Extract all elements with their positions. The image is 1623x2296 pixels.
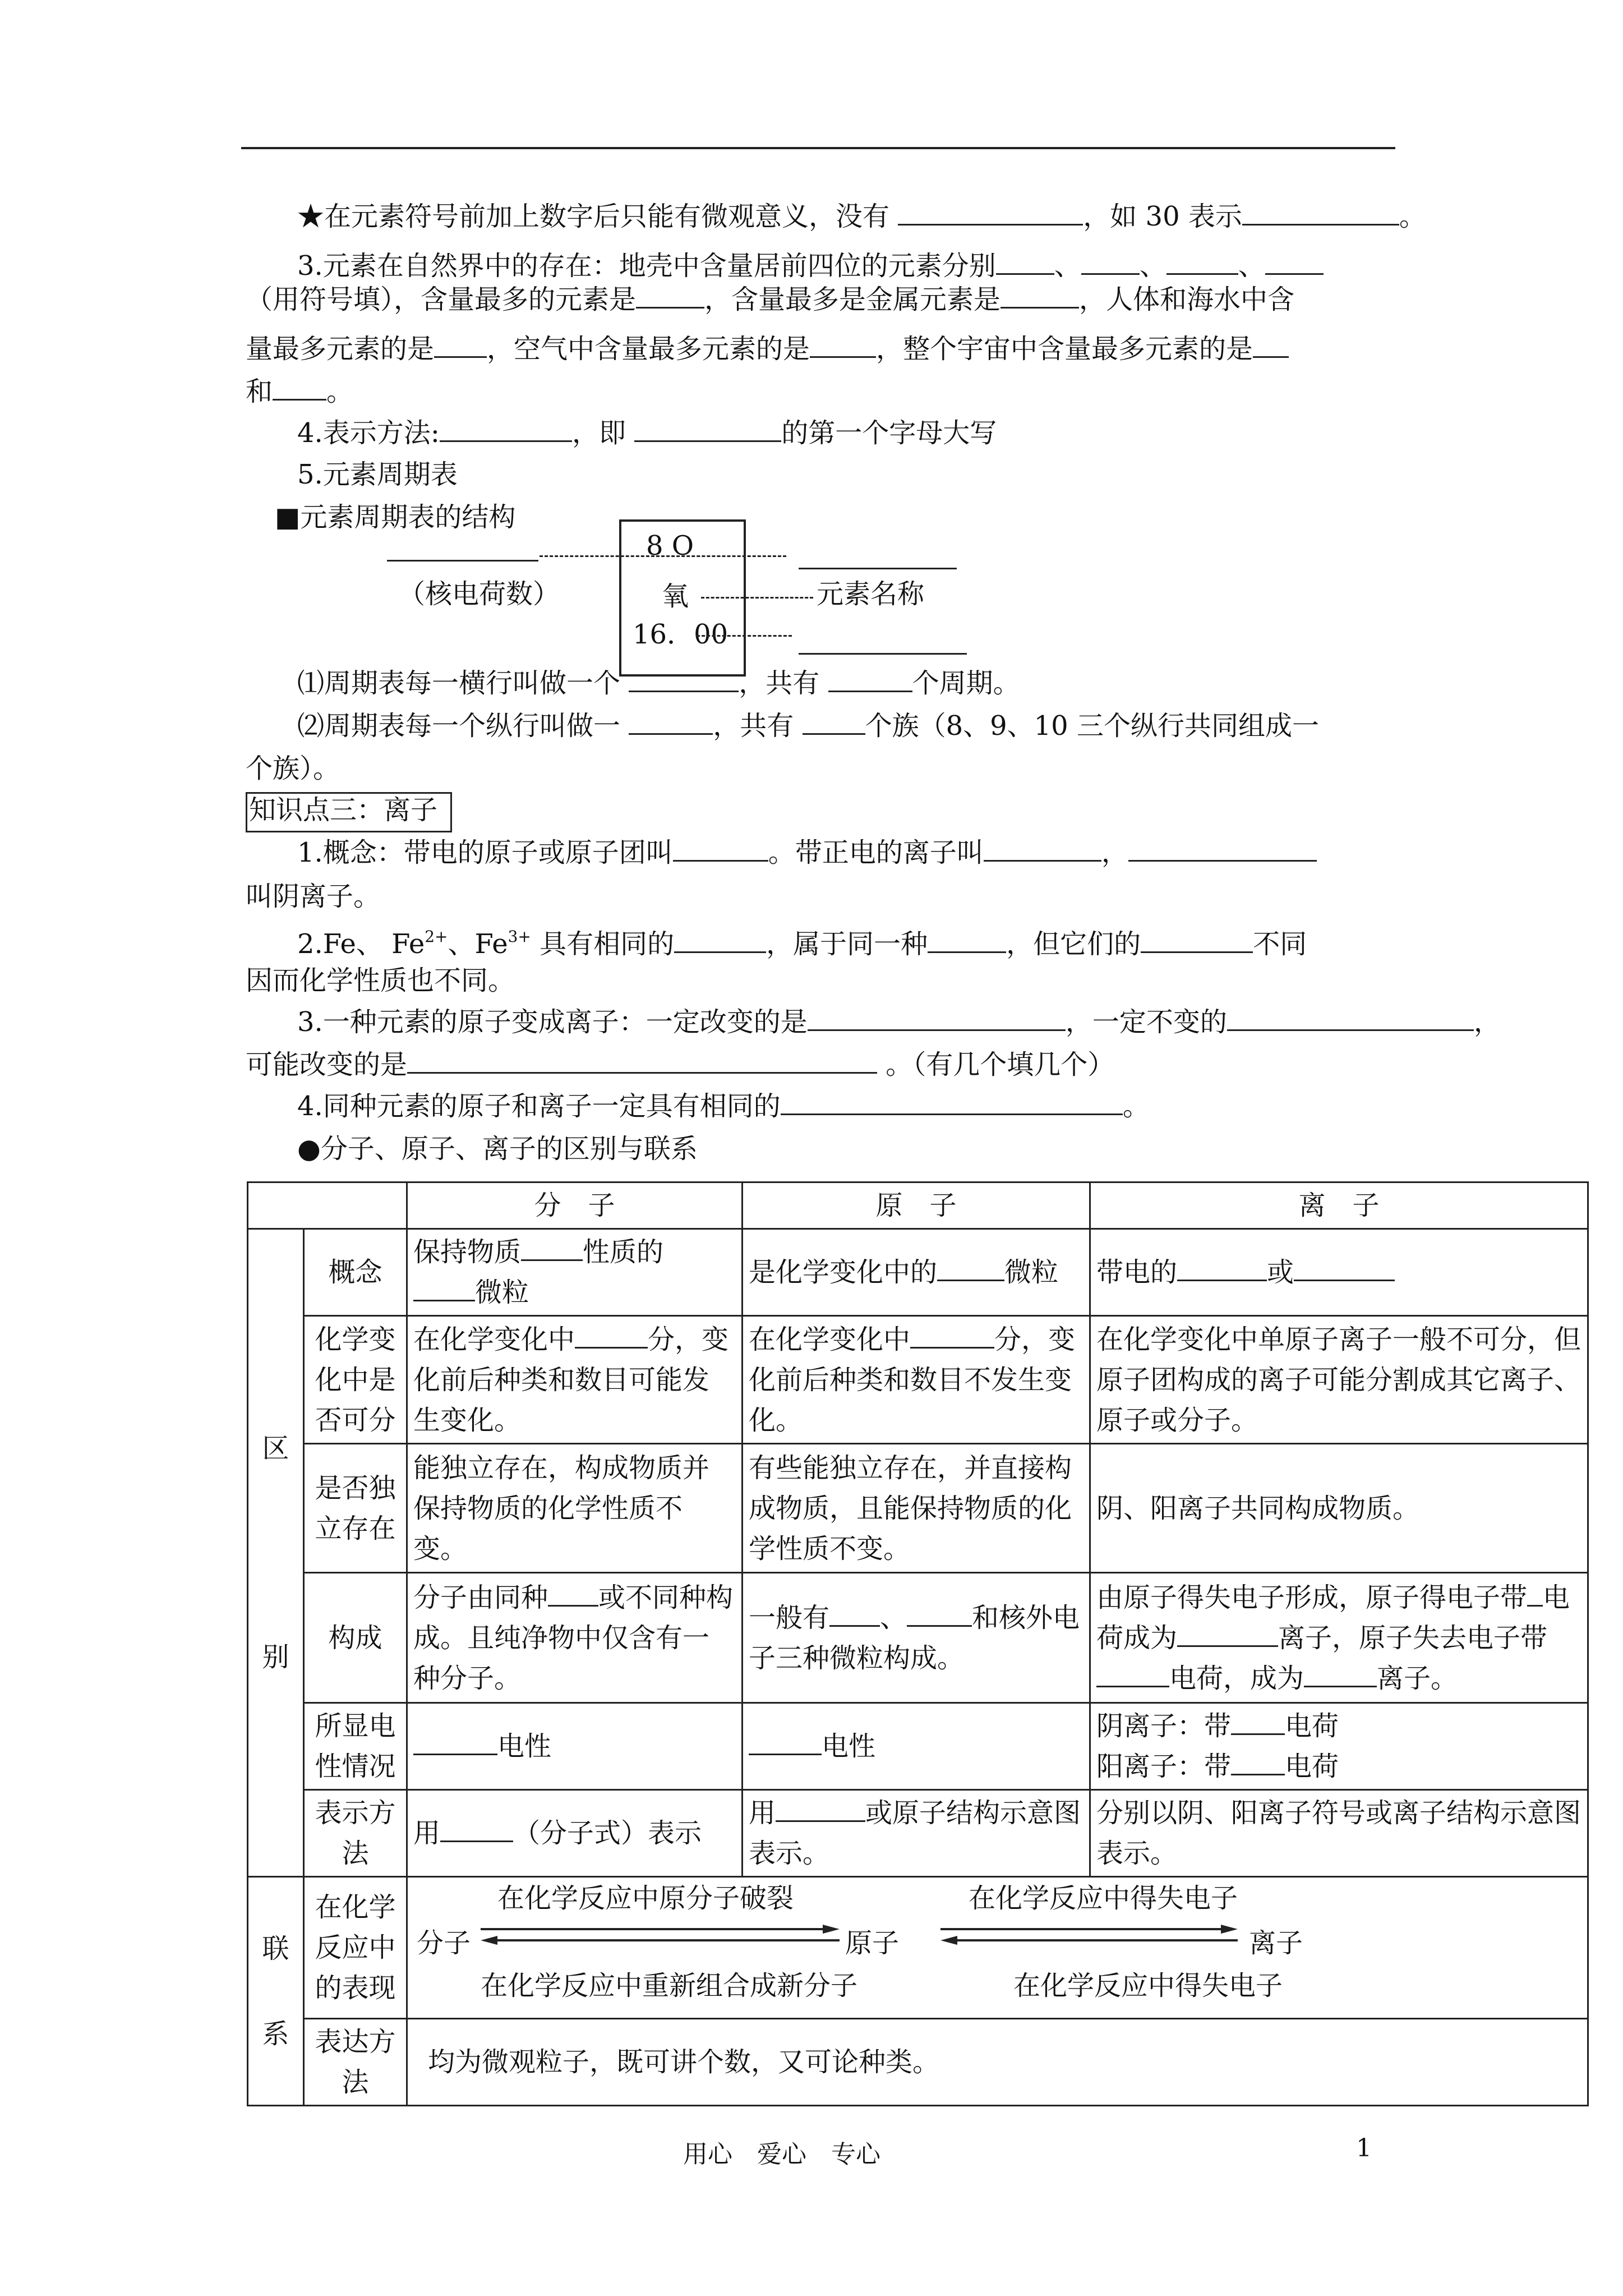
text: 4.表示方法:	[297, 417, 440, 449]
text: ●分子、原子、离子的区别与联系	[297, 1133, 698, 1165]
text: 个族）。	[246, 753, 340, 784]
blank	[521, 1235, 583, 1261]
comparison-table	[247, 1181, 1589, 2106]
row-label: 表示方法	[304, 1790, 407, 1877]
text: 联	[262, 1932, 289, 1964]
arrow-right-head	[1221, 1925, 1238, 1934]
blank	[413, 1729, 497, 1755]
header-ion: 离 子	[1090, 1182, 1588, 1229]
cell-molecule	[407, 1573, 743, 1703]
blank	[629, 708, 713, 735]
text-line-13	[246, 878, 380, 914]
text: 阳离子：带	[1096, 1751, 1232, 1782]
text-line-7	[297, 457, 458, 493]
footer-motto: 用心 爱心 专心	[683, 2140, 880, 2169]
cell-molecule	[407, 1703, 743, 1790]
cell-expression: 均为微观粒子，既可讲个数，又可论种类。	[407, 2019, 1588, 2106]
label-element-name: 元素名称	[817, 578, 925, 610]
text: ，含量最多是金属元素是	[704, 284, 1001, 315]
text: 性质的	[583, 1236, 664, 1268]
text: 阴离子：带	[1096, 1710, 1232, 1742]
table-row	[248, 1703, 1588, 1790]
text: ，一定不变的	[1065, 1006, 1227, 1038]
header-atom: 原 子	[743, 1182, 1090, 1229]
label-gain-lose-electrons-bottom: 在化学反应中得失电子	[1013, 1970, 1283, 2001]
text: 在化学变化中	[749, 1323, 911, 1355]
text: 1.概念：带电的原子或原子团叫	[297, 837, 673, 868]
blank	[996, 249, 1054, 275]
text: 用	[749, 1797, 776, 1829]
text-line-2	[297, 248, 1324, 284]
arrow-left-head	[481, 1936, 497, 1945]
blank	[1177, 1621, 1278, 1647]
text: 量最多元素的是	[246, 333, 435, 365]
blank	[629, 666, 739, 692]
text: 分，变化前后种类和数目可能发生变化。	[413, 1323, 729, 1436]
group-link	[248, 1877, 304, 2106]
text-line-15	[246, 963, 515, 999]
label-recombine: 在化学反应中重新组合成新分子	[481, 1970, 858, 2001]
text: ，即	[571, 417, 626, 449]
text: 或	[1267, 1257, 1294, 1288]
cell-molecule	[407, 1790, 743, 1877]
text: 是化学变化中的	[749, 1257, 938, 1288]
cell-atom	[743, 1229, 1090, 1316]
text: 和	[246, 376, 273, 407]
blank	[1166, 249, 1238, 275]
blank	[829, 1600, 880, 1627]
text: 或不同种构成。且纯净物中仅含有一种分子。	[413, 1581, 734, 1694]
text: ，共有	[739, 668, 820, 699]
cell-atom	[743, 1316, 1090, 1444]
text: （分子式）表示	[513, 1818, 702, 1849]
text: 不同	[1253, 928, 1307, 960]
text: 一般有	[749, 1602, 830, 1634]
cell-atom: 有些能独立存在，并直接构成物质，且能保持物质的化学性质不变。	[743, 1444, 1090, 1573]
group-difference	[248, 1229, 304, 1877]
text: ，整个宇宙中含量最多元素的是	[876, 333, 1253, 365]
superscript: 3+	[508, 927, 531, 946]
text: 由原子得失电子形成，原子得电子带	[1096, 1581, 1528, 1613]
text-line-9	[297, 665, 1020, 701]
text: 别	[262, 1641, 289, 1673]
text: ，	[1473, 1006, 1501, 1038]
text: ，	[1101, 837, 1128, 868]
pointer-line	[540, 555, 786, 557]
text: 电荷成为	[1096, 1581, 1570, 1654]
blank	[828, 666, 912, 692]
reaction-diagram	[408, 1878, 1587, 2018]
cell-ion	[1090, 1703, 1588, 1790]
text: 、	[1054, 250, 1081, 282]
blank	[273, 374, 326, 401]
text: 分子由同种	[413, 1581, 548, 1613]
text: 叫阴离子。	[246, 881, 381, 912]
text: 、	[1238, 250, 1265, 282]
cell-atom	[743, 1703, 1090, 1790]
text: 区	[262, 1433, 289, 1464]
text-line-10	[297, 708, 1319, 744]
text: 可能改变的是	[246, 1049, 408, 1080]
blank	[808, 1005, 1066, 1031]
blank	[673, 835, 768, 862]
text: 电荷，成为	[1169, 1662, 1304, 1694]
cell-reaction-diagram	[407, 1877, 1588, 2019]
text: 分，变化前后种类和数目不发生变化。	[749, 1323, 1076, 1436]
blank	[636, 282, 704, 309]
blank	[1000, 282, 1079, 309]
blank	[575, 1322, 648, 1349]
row-label: 所显电性情况	[304, 1703, 407, 1790]
text-line-3	[246, 282, 1294, 318]
blank	[799, 653, 967, 655]
cell-ion	[1090, 1229, 1588, 1316]
text: ，共有	[713, 710, 794, 742]
text: ⑴周期表每一横行叫做一个	[297, 668, 621, 699]
text-line-5	[246, 374, 353, 409]
text: 5.元素周期表	[297, 459, 458, 490]
blank	[1253, 332, 1289, 358]
blank	[749, 1729, 822, 1755]
blank	[898, 199, 1083, 226]
row-label: 概念	[304, 1229, 407, 1316]
text-line-4	[246, 331, 1289, 367]
text: 个族（8、9、10 三个纵行共同组成一	[865, 710, 1319, 742]
label-atom: 原子	[845, 1927, 900, 1959]
element-name: 氧	[662, 581, 689, 612]
text-line-11	[246, 751, 340, 786]
text: 离子，原子失去电子带	[1278, 1622, 1548, 1654]
text: 电性	[822, 1731, 876, 1762]
text: ，属于同一种	[766, 928, 928, 960]
blank	[810, 332, 876, 358]
blank	[440, 1816, 513, 1842]
blank	[1265, 249, 1324, 275]
text: 离子。	[1377, 1662, 1458, 1694]
text: ，但它们的	[1006, 928, 1141, 960]
cell-atom	[743, 1573, 1090, 1703]
text: 。	[1399, 201, 1426, 232]
blank	[910, 1322, 994, 1349]
blank	[799, 568, 957, 569]
blank	[407, 1047, 877, 1074]
text: ■元素周期表的结构	[275, 501, 516, 533]
blank	[776, 1796, 865, 1822]
text: 电性	[497, 1731, 552, 1762]
header-rule	[241, 147, 1395, 149]
label-molecule: 分子	[417, 1927, 471, 1959]
text: ⑵周期表每一个纵行叫做一	[297, 710, 621, 742]
blank	[1294, 1255, 1395, 1281]
text: 系	[262, 2018, 289, 2050]
table-row	[248, 1316, 1588, 1444]
cell-molecule: 能独立存在，构成物质并保持物质的化学性质不变。	[407, 1444, 743, 1573]
text: 电荷	[1285, 1751, 1339, 1782]
text: 的第一个字母大写	[781, 417, 997, 449]
blank	[1096, 1661, 1169, 1687]
text: 微粒	[1004, 1257, 1059, 1288]
element-mass: 16．00	[633, 619, 728, 650]
row-label: 表达方法	[304, 2019, 407, 2106]
text: 。（有几个填几个）	[877, 1049, 1115, 1080]
arrow-right-head	[823, 1925, 840, 1934]
text: 、	[880, 1602, 907, 1634]
blank	[1141, 927, 1253, 953]
text-line-12	[297, 835, 1317, 871]
text: 2.Fe、 Fe	[297, 928, 425, 960]
blank	[440, 416, 572, 442]
arrow-left-head	[940, 1936, 957, 1945]
blank	[1304, 1661, 1377, 1687]
text-line-14	[297, 919, 1307, 962]
text: （用符号填），含量最多的元素是	[246, 284, 637, 315]
table-row	[248, 2019, 1588, 2106]
cell-ion: 阴、阳离子共同构成物质。	[1090, 1444, 1588, 1573]
text: 、Fe	[448, 928, 508, 960]
text-line-19	[297, 1131, 698, 1167]
text-line-8	[275, 499, 515, 535]
text: 和核外电子三种微粒构成。	[749, 1602, 1080, 1674]
blank	[1231, 1709, 1285, 1735]
text: 用	[413, 1818, 441, 1849]
table-row	[248, 1573, 1588, 1703]
text: 在化学变化中	[413, 1323, 575, 1355]
text: ★在元素符号前加上数字后只能有微观意义，没有	[297, 201, 890, 232]
label-gain-lose-electrons-top: 在化学反应中得失电子	[969, 1883, 1238, 1914]
text: 微粒	[475, 1277, 529, 1308]
blank	[413, 1275, 475, 1301]
row-label: 在化学反应中的表现	[304, 1877, 407, 2019]
text: 。带正电的离子叫	[768, 837, 984, 868]
header-blank-cell	[248, 1182, 407, 1229]
header-molecule: 分 子	[407, 1182, 743, 1229]
text: 具有相同的	[531, 928, 675, 960]
cell-atom	[743, 1790, 1090, 1877]
text: 4.同种元素的原子和离子一定具有相同的	[297, 1091, 781, 1122]
cell-molecule	[407, 1316, 743, 1444]
text-line-1	[297, 199, 1426, 234]
table-row	[248, 1877, 1588, 2019]
superscript: 2+	[425, 927, 448, 946]
cell-ion: 在化学变化中单原子离子一般不可分，但原子团构成的离子可能分割成其它离子、原子或分子。	[1090, 1316, 1588, 1444]
text: 3.一种元素的原子变成离子：一定改变的是	[297, 1006, 808, 1038]
reaction-arrows	[408, 1878, 1372, 2018]
text-line-16	[297, 1004, 1501, 1040]
blank	[434, 332, 487, 358]
blank	[984, 835, 1101, 862]
element-number-symbol: 8 O	[646, 530, 694, 562]
text: 。	[326, 376, 354, 407]
blank	[634, 416, 781, 442]
text: ，如 30 表示	[1083, 201, 1242, 232]
page-number: 1	[1356, 2134, 1372, 2162]
row-label: 构成	[304, 1573, 407, 1703]
blank	[674, 927, 766, 953]
text: 或原子结构示意图表示。	[749, 1797, 1081, 1869]
blank	[1231, 1749, 1285, 1775]
blank	[1527, 1580, 1543, 1607]
blank	[937, 1255, 1004, 1281]
pointer-line	[697, 635, 792, 637]
blank	[907, 1600, 972, 1627]
blank	[548, 1580, 598, 1607]
text: 。	[1122, 1091, 1150, 1122]
text: 3.元素在自然界中的存在：地壳中含量居前四位的元素分别	[297, 250, 996, 282]
blank	[387, 560, 538, 562]
table-row	[248, 1444, 1588, 1573]
text-line-6	[297, 415, 997, 451]
blank	[803, 708, 865, 735]
text: 保持物质	[413, 1236, 522, 1268]
cell-molecule	[407, 1229, 743, 1316]
section-heading	[249, 792, 437, 828]
blank	[1242, 199, 1399, 226]
label-nuclear-charge: （核电荷数）	[398, 578, 560, 610]
label-molecule-breaks: 在化学反应中原分子破裂	[497, 1883, 794, 1914]
label-ion: 离子	[1249, 1927, 1303, 1959]
cell-ion	[1090, 1573, 1588, 1703]
cell-ion: 分别以阴、阳离子符号或离子结构示意图表示。	[1090, 1790, 1588, 1877]
text: 带电的	[1096, 1257, 1178, 1288]
text: 知识点三：离子	[249, 794, 438, 826]
pointer-line	[701, 597, 813, 599]
blank	[928, 927, 1006, 953]
text: 因而化学性质也不同。	[246, 965, 515, 996]
blank	[1227, 1005, 1474, 1031]
row-label: 是否独立存在	[304, 1444, 407, 1573]
blank	[781, 1089, 1123, 1115]
text: ，空气中含量最多元素的是	[487, 333, 810, 365]
blank	[1081, 249, 1140, 275]
blank	[1128, 835, 1317, 862]
text-line-18	[297, 1088, 1150, 1124]
text-line-17	[246, 1047, 1114, 1083]
row-label: 化学变化中是否可分	[304, 1316, 407, 1444]
table-row	[248, 1790, 1588, 1877]
table-header-row	[248, 1182, 1588, 1229]
text: 、	[1139, 250, 1166, 282]
table-row	[248, 1229, 1588, 1316]
text: ，人体和海水中含	[1079, 284, 1295, 315]
text: 个周期。	[912, 668, 1020, 699]
text: 电荷	[1285, 1710, 1339, 1742]
blank	[1177, 1255, 1267, 1281]
